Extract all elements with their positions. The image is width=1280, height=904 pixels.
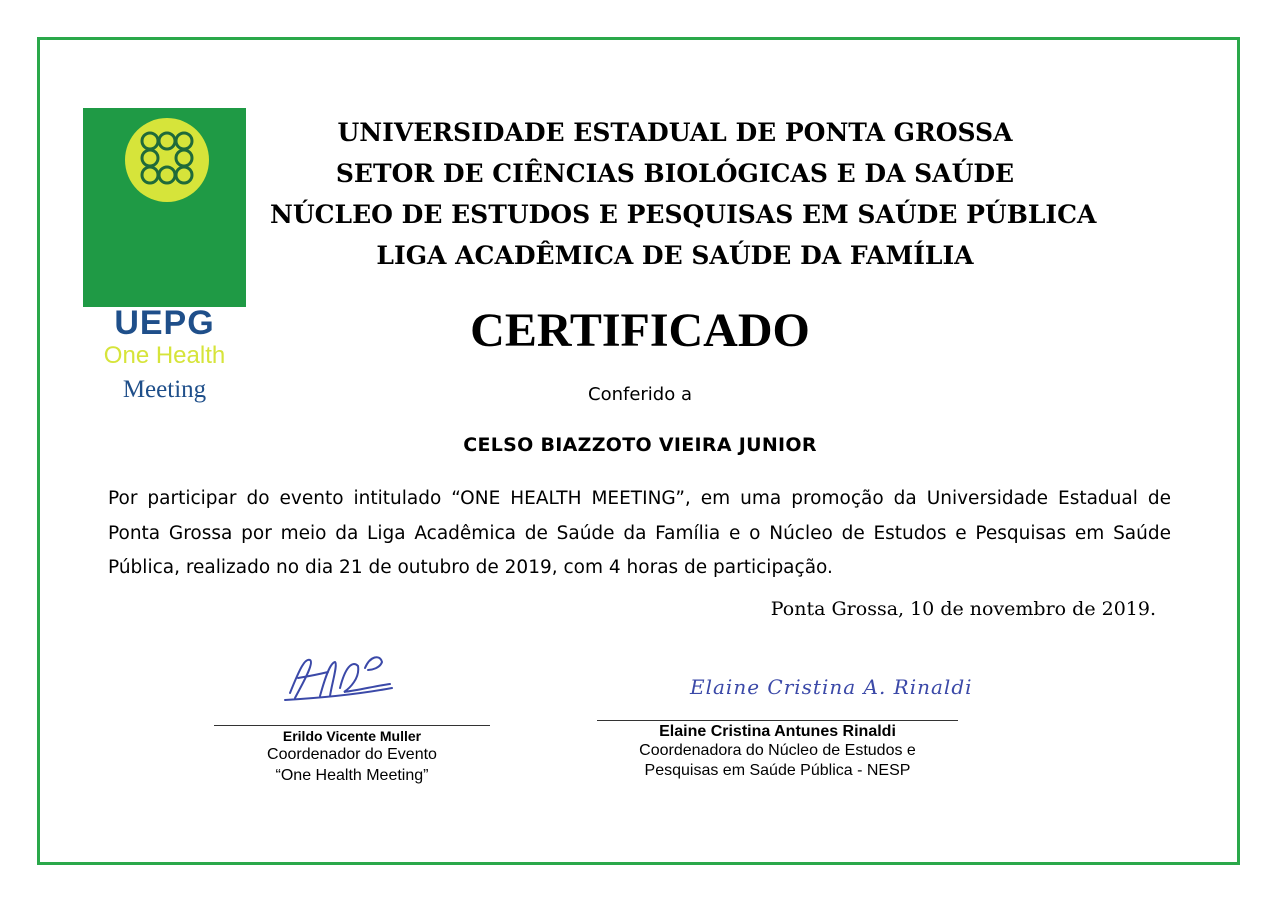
- signature-line-2: [597, 720, 958, 721]
- header-league: LIGA ACADÊMICA DE SAÚDE DA FAMÍLIA: [376, 241, 974, 270]
- institution-header: [270, 112, 1097, 276]
- signature-line-1: [214, 725, 490, 726]
- signature-rinaldi: Elaine Cristina A. Rinaldi: [690, 675, 973, 699]
- signature-muller-icon: [280, 648, 395, 708]
- signer-role-1a: Coordenador do Evento: [267, 746, 437, 763]
- certificate-title: CERTIFICADO: [470, 304, 810, 357]
- header-university: UNIVERSIDADE ESTADUAL DE PONTA GROSSA: [337, 118, 1013, 147]
- one-health-meeting-logo: [83, 108, 246, 403]
- recipient-name: CELSO BIAZZOTO VIEIRA JUNIOR: [463, 434, 817, 456]
- logo-title: One Health: [103, 342, 226, 369]
- signature-block-2: [597, 723, 958, 781]
- signer-name-1: Erildo Vicente Muller: [282, 728, 422, 744]
- signer-name-2: Elaine Cristina Antunes Rinaldi: [659, 723, 896, 740]
- logo-subtitle: Meeting: [122, 376, 207, 403]
- certificate-body: Por participar do evento intitulado “ONE HEALTH MEETING”, em uma promoção da Universidade Estadual de Ponta Grossa por meio da Liga Acadêmica de Saúde da Família e o Núcleo de Estudos e Pesquisas em Saúde Pública, realizado no dia 21 de outubro de 2019, com 4 horas de participação.: [108, 488, 1171, 578]
- header-sector: SETOR DE CIÊNCIAS BIOLÓGICAS E DA SAÚDE: [335, 159, 1015, 188]
- logo-circles-icon: [83, 108, 246, 307]
- conferido-label: Conferido a: [588, 384, 692, 405]
- signer-role-1b: “One Health Meeting”: [275, 767, 429, 784]
- signature-block-1: [214, 728, 490, 786]
- issue-date: Ponta Grossa, 10 de novembro de 2019.: [770, 598, 1156, 620]
- signer-role-2b: Pesquisas em Saúde Pública - NESP: [644, 762, 911, 779]
- header-nucleus: NÚCLEO DE ESTUDOS E PESQUISAS EM SAÚDE PÚBLICA: [270, 200, 1097, 229]
- signer-role-2a: Coordenadora do Núcleo de Estudos e: [639, 742, 916, 759]
- logo-acronym: UEPG: [114, 304, 215, 342]
